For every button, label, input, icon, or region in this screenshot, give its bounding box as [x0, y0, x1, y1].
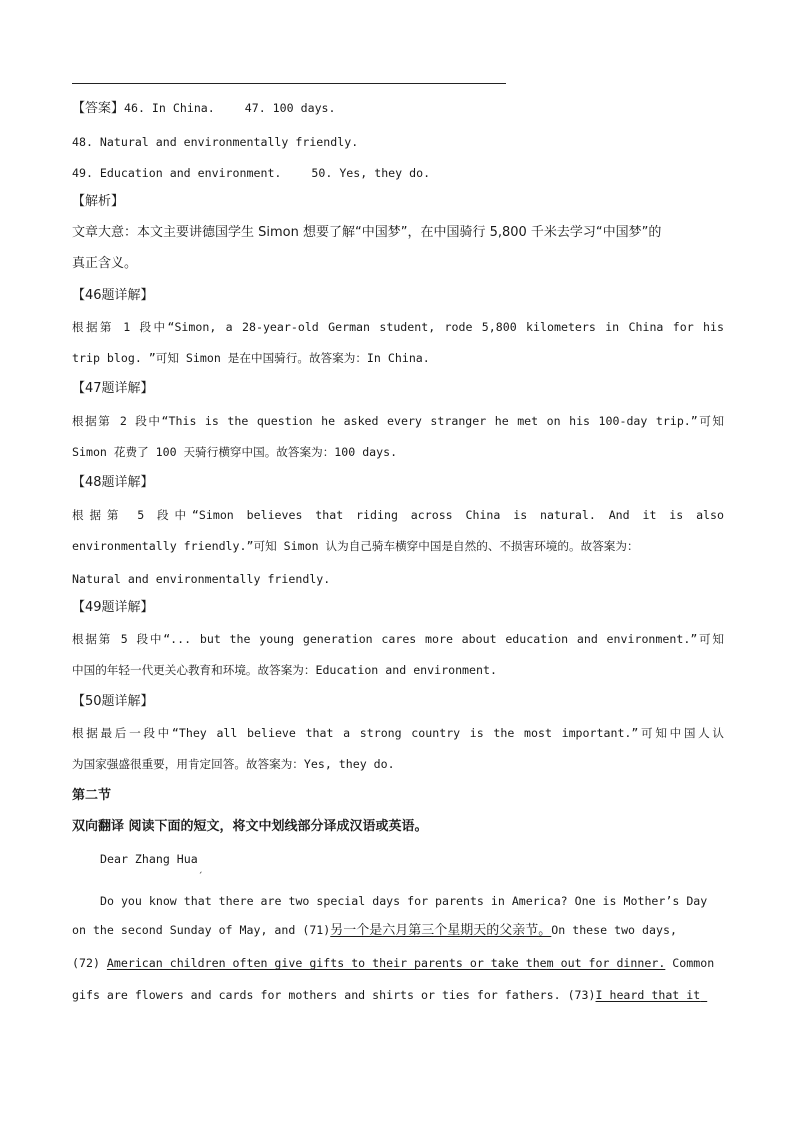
answer-49: 49. Education and environment.: [72, 166, 282, 180]
answer-50: 50. Yes, they do.: [311, 166, 431, 180]
q49-line-1: 根据第 5 段中“... but the young generation cares more about education and environment.”可知: [72, 632, 724, 646]
answer-line-1: [72, 100, 724, 117]
header-rule: [72, 83, 506, 84]
q50-line-2: 为国家强盛很重要，用肯定回答。故答案为：Yes, they do.: [72, 757, 395, 771]
summary-line-1: 文章大意：本文主要讲德国学生 Simon 想要了解“中国梦”，在中国骑行 5,800 千米去学习“中国梦”的: [72, 225, 662, 240]
letter-line-1: Do you know that there are two special days for parents in America? One is Mother’s Day: [100, 894, 708, 908]
greeting-mark: ˏ: [198, 864, 204, 874]
q50-line-1: 根据最后一段中“They all believe that a strong country is the most important.”可知中国人认: [72, 726, 724, 740]
letter-line-2-end: On these two days,: [551, 923, 677, 937]
letter-greeting: Dear Zhang Hua: [100, 852, 198, 866]
q47-heading: 【47题详解】: [72, 381, 154, 396]
answer-47: 47. 100 days.: [244, 101, 336, 115]
q50-heading: 【50题详解】: [72, 694, 154, 709]
analysis-heading: 【解析】: [72, 194, 125, 209]
q47-line-2: Simon 花费了 100 天骑行横穿中国。故答案为：100 days.: [72, 445, 398, 459]
summary-line-2: 真正含义。: [72, 256, 138, 271]
marker-72: (72): [72, 956, 100, 970]
answer-line-3: [72, 165, 724, 181]
letter-line-4: [72, 987, 724, 1003]
q46-line-1: 根据第 1 段中“Simon, a 28-year-old German student, rode 5,800 kilometers in China for his: [72, 320, 724, 334]
q48-line-2: environmentally friendly.”可知 Simon 认为自己骑车横穿中国是自然的、不损害环境的。故答案为：: [72, 539, 639, 553]
letter-line-3-end: Common: [672, 956, 715, 970]
q47-line-1: 根据第 2 段中“This is the question he asked every stranger he met on his 100-day trip.”可知: [72, 414, 724, 428]
answer-48: 48. Natural and environmentally friendly.: [72, 135, 359, 149]
q49-line-2: 中国的年轻一代更关心教育和环境。故答案为：Education and environment.: [72, 663, 497, 677]
letter-line-2: [72, 922, 724, 939]
q46-heading: 【46题详解】: [72, 288, 154, 303]
underlined-73: I heard that it: [595, 988, 701, 1002]
answer-label: 【答案】: [72, 101, 125, 116]
section2-instruction: 双向翻译 阅读下面的短文，将文中划线部分译成汉语或英语。: [72, 819, 428, 834]
q49-heading: 【49题详解】: [72, 600, 154, 615]
q48-line-3: Natural and environmentally friendly.: [72, 572, 331, 586]
letter-line-3: [72, 955, 724, 971]
q46-line-2: trip blog. ”可知 Simon 是在中国骑行。故答案为：In China.: [72, 351, 430, 365]
underlined-71: 另一个是六月第三个星期天的父亲节。: [330, 923, 552, 938]
q48-heading: 【48题详解】: [72, 475, 154, 490]
letter-line-2-start: on the second Sunday of May, and (71): [72, 923, 331, 937]
answer-46: 46. In China.: [124, 101, 215, 115]
underlined-72: American children often give gifts to their parents or take them out for dinner.: [106, 956, 666, 970]
q48-line-1: 根据第 5 段中“Simon believes that riding across China is natural. And it is also: [72, 508, 724, 522]
letter-line-4-start: gifs are flowers and cards for mothers and shirts or ties for fathers. (73): [72, 988, 596, 1002]
section2-title: 第二节: [72, 788, 112, 803]
